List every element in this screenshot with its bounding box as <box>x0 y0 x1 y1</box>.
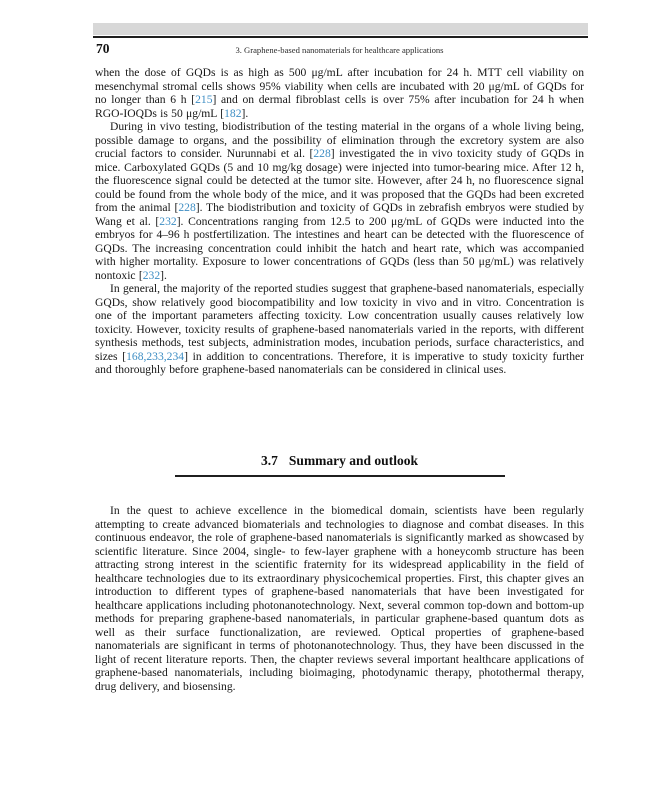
citation-link[interactable]: 215 <box>195 93 213 106</box>
citation-link[interactable]: 182 <box>224 106 242 120</box>
paragraph <box>95 282 584 377</box>
citation-link[interactable]: 228 <box>178 201 196 214</box>
paragraph <box>95 66 584 120</box>
section-heading <box>95 452 584 469</box>
text-run: ]. <box>241 106 249 120</box>
text-run: when the dose of GQDs is as high as 500 μg/mL after incubation for 24 h. MTT cell viability on mesenchymal stromal cells shows 95% viability when cells are incubated with 20 μg/mL of GQDs for no longer than 6 h [ <box>95 66 584 106</box>
page-content <box>95 0 584 800</box>
toxicity-section-text <box>95 66 584 377</box>
heading-underline <box>175 475 505 477</box>
text-run: ] and on dermal fibroblast cells is over 75% after incubation for 24 h when RGO-IOQDs is 50 μg/mL [ <box>95 93 584 120</box>
text-run: ] investigated the in vivo toxicity study of GQDs in mice. Carboxylated GQDs (5 and 10 mg/kg dosage) were injected into tumor-bearing mice. After 12 h, the fluorescence signal could be detected at the tumor site. However, after 24 h, no fluorescence signal could be found from the whole body of the mice, and it was proposed that the GQDs had been excreted from the animal [ <box>95 147 584 214</box>
text-run: In general, the majority of the reported studies suggest that graphene-based nanomaterials, especially GQDs, show relatively good biocompatibility and low toxicity in vivo and in vitro. Concentration is one of the important parameters affecting toxicity. Low concentration usually causes relatively low toxicity. However, toxicity results of graphene-based nanomaterials varied in the reports, with different synthesis methods, test subjects, administration modes, incubation periods, surface characteristics, and sizes [ <box>95 282 584 363</box>
citation-link[interactable]: 168,233,234 <box>126 349 185 363</box>
running-head: 3. Graphene-based nanomaterials for healthcare applications <box>235 45 444 55</box>
section-number: 3.7 <box>261 453 278 468</box>
paragraph <box>95 504 584 693</box>
text-run: In the quest to achieve excellence in the biomedical domain, scientists have been regularly attempting to create advanced biomaterials and technologies to diagnose and combat diseases. In this continuous endeavor, the role of graphene-based nanomaterials is significantly marked as showcased by scientific literature. Since 2004, single- to few-layer graphene with a honeycomb structure has been attracting strong interest in the scientific fraternity for its widespread applicability in the field of healthcare technologies due to its extraordinary physicochemical properties. First, this chapter gives an introduction to different types of graphene-based nanomaterials that have been investigated for healthcare applications including photonanotechnology. Next, several common top-down and bottom-up methods for preparing graphene-based nanomaterials, in particular graphene-based quantum dots as well as their surface functionalization, are reviewed. Optical properties of graphene-based nanomaterials are significant in terms of photonanotechnology. Thus, they have been discussed in the light of recent literature reports. Then, the chapter reviews several important healthcare applications of graphene-based nanomaterials, including bioimaging, photodynamic therapy, photothermal therapy, drug delivery, and biosensing. <box>95 504 584 693</box>
page-number: 70 <box>96 41 110 56</box>
citation-link[interactable]: 232 <box>142 268 161 282</box>
section-title: Summary and outlook <box>288 453 418 468</box>
header-bar <box>93 23 588 35</box>
summary-section-text <box>95 504 584 693</box>
citation-link[interactable]: 228 <box>313 147 331 160</box>
text-run: During in vivo testing, biodistribution of the testing material in the organs of a whole living being, possible damage to organs, and the possibility of elimination through the excretory system are also crucial factors to consider. Nurunnabi et al. [ <box>95 120 584 160</box>
page-header <box>95 41 584 57</box>
section-heading-group <box>95 452 584 477</box>
text-run: ]. The biodistribution and toxicity of GQDs in zebrafish embryos were studied by Wang et al. [ <box>95 201 584 228</box>
text-run: ]. <box>160 268 167 282</box>
header-rule <box>93 36 588 38</box>
paragraph <box>95 120 584 282</box>
text-run: ]. Concentrations ranging from 12.5 to 200 μg/mL of GQDs were inducted into the embryos for 4–96 h postfertilization. The intestines and heart can be detected with the fluorescence of GQDs. The increasing concentration could inhibit the hatch and heart rate, which was accompanied with higher mortality. Exposure to lower concentrations of GQDs (less than 50 μg/mL) was relatively nontoxic [ <box>95 214 584 282</box>
citation-link[interactable]: 232 <box>159 214 177 228</box>
text-run: ] in addition to concentrations. Therefore, it is imperative to study toxicity further and thoroughly before graphene-based nanomaterials can be considered in clinical uses. <box>95 349 584 376</box>
